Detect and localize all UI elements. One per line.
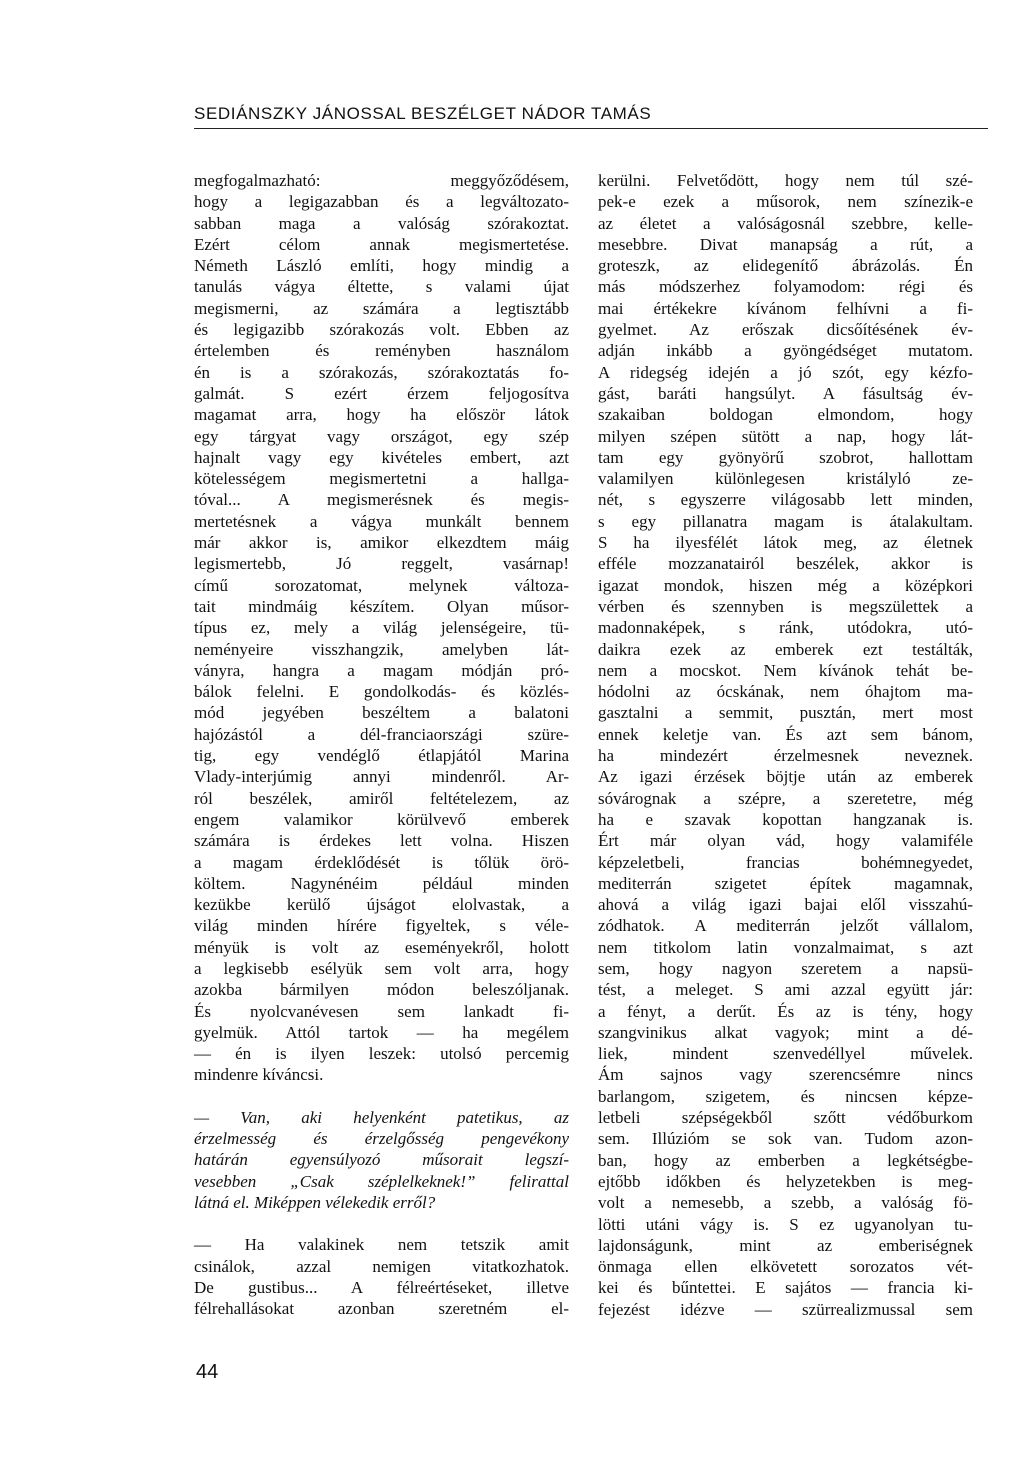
text-line: valamilyen különlegesen kristályló ze- bbox=[598, 469, 973, 489]
text-line: sem. Illúzióm se sok van. Tudom azon- bbox=[598, 1129, 973, 1149]
text-line: nem a mocskot. Nem kívánok tehát be- bbox=[598, 660, 973, 680]
text-line: típus ez, mely a világ jelenségeire, tü- bbox=[194, 618, 569, 638]
text-line: galmát. S ezért érzem feljogosítva bbox=[194, 383, 569, 403]
text-line: látná el. Miképpen vélekedik erről? bbox=[194, 1192, 436, 1212]
text-line: nét, s egyszerre világosabb lett minden, bbox=[598, 490, 973, 510]
text-line: én is a szórakozás, szórakoztatás fo- bbox=[194, 362, 569, 382]
text-line: Ám sajnos vagy szerencsémre nincs bbox=[598, 1065, 973, 1085]
running-header: SEDIÁNSZKY JÁNOSSAL BESZÉLGET NÁDOR TAMÁS bbox=[194, 104, 652, 123]
text-line: bálok felelni. E gondolkodás- és közlés- bbox=[194, 682, 569, 702]
text-line: a legkisebb esélyük sem volt arra, hogy bbox=[194, 958, 569, 978]
text-line: daikra ezek az emberek ezt testálták, bbox=[598, 639, 973, 659]
text-line: tig, egy vendéglő étlapjától Marina bbox=[194, 746, 569, 766]
text-line: sabban maga a valóság szórakoztat. bbox=[194, 213, 569, 233]
text-line: De gustibus... A félreértéseket, illetve bbox=[194, 1277, 569, 1297]
text-line: efféle mozzanatairól beszélek, akkor is bbox=[598, 554, 973, 574]
text-line: Ért már olyan vád, hogy valamiféle bbox=[598, 831, 973, 851]
text-line: Németh László említi, hogy mindig a bbox=[194, 256, 569, 276]
text-line: groteszk, az elidegenítő ábrázolás. Én bbox=[598, 256, 973, 276]
text-line: nem titkolom latin vonzalmaimat, s azt bbox=[598, 937, 973, 957]
paragraph-answer-2 bbox=[194, 1234, 569, 1319]
text-line: kezükbe kerülő újságot elolvastak, a bbox=[194, 895, 569, 915]
right-column bbox=[598, 170, 973, 1320]
text-line: barlangom, szigetem, és nincsen képze- bbox=[598, 1086, 973, 1106]
text-line: képzeletbeli, francias bohémnegyedet, bbox=[598, 852, 973, 872]
text-line: engem valamikor körülvevő emberek bbox=[194, 809, 569, 829]
text-line: című sorozatomat, melynek változa- bbox=[194, 575, 569, 595]
left-column bbox=[194, 170, 569, 1319]
text-line: világ minden hírére figyeltek, s véle- bbox=[194, 916, 569, 936]
text-line: ról beszélek, amiről feltételezem, az bbox=[194, 788, 569, 808]
text-line: érzelmesség és érzelgősség pengevékony bbox=[194, 1129, 569, 1149]
text-line: s egy pillanatra magam is átalakultam. bbox=[598, 511, 973, 531]
text-line: azokba bármilyen módon beleszóljanak. bbox=[194, 980, 569, 1000]
paragraph-continuation bbox=[598, 170, 973, 1320]
text-line: ményük is volt az eseményekről, holott bbox=[194, 937, 569, 957]
text-line: ha e szavak kopottan hangzanak is. bbox=[598, 809, 973, 829]
text-line: határán egyensúlyozó műsorait legszí- bbox=[194, 1150, 569, 1170]
text-line: szakaiban boldogan elmondom, hogy bbox=[598, 405, 973, 425]
text-line: lajdonságunk, mint az emberiségnek bbox=[598, 1235, 973, 1255]
text-line: megismerni, az számára a legtisztább bbox=[194, 298, 569, 318]
text-line: gyelmük. Attól tartok — ha megélem bbox=[194, 1022, 569, 1042]
text-line: egy tárgyat vagy országot, egy szép bbox=[194, 426, 569, 446]
text-line: mód jegyében beszéltem a balatoni bbox=[194, 703, 569, 723]
text-line: tait mindmáig készítem. Olyan műsor- bbox=[194, 596, 569, 616]
text-line: pek-e ezek a műsorok, nem színezik-e bbox=[598, 192, 973, 212]
text-line: A ridegség idején a jó szót, egy kézfo- bbox=[598, 362, 973, 382]
text-line: — Ha valakinek nem tetszik amit bbox=[194, 1235, 569, 1255]
text-line: mindenre kíváncsi. bbox=[194, 1065, 324, 1085]
text-line: szangvinikus alkat vagyok; mint a dé- bbox=[598, 1022, 973, 1042]
text-line: neményeire visszhangzik, amelyben lát- bbox=[194, 639, 569, 659]
text-line: — én is ilyen leszek: utolsó percemig bbox=[194, 1044, 569, 1064]
paragraph-gap bbox=[194, 1086, 569, 1107]
text-line: madonnaképek, s ránk, utódokra, utó- bbox=[598, 618, 973, 638]
text-line: ban, hogy az emberben a legkétségbe- bbox=[598, 1150, 973, 1170]
text-line: önmaga ellen elkövetett sorozatos vét- bbox=[598, 1257, 973, 1277]
text-line: és legigazibb szórakozás volt. Ebben az bbox=[194, 320, 569, 340]
text-line: már akkor is, amikor elkezdtem máig bbox=[194, 533, 569, 553]
text-line: gyelmet. Az erőszak dicsőítésének év- bbox=[598, 320, 973, 340]
text-line: kei és bűntettei. E sajátos — francia ki- bbox=[598, 1278, 973, 1298]
text-line: mertetésnek a vágya munkált bennem bbox=[194, 511, 569, 531]
text-line: magamat arra, hogy ha először látok bbox=[194, 405, 569, 425]
text-line: hajnalt vagy egy kivételes embert, azt bbox=[194, 447, 569, 467]
text-line: sóvárognak a szépre, a szeretetre, még bbox=[598, 788, 973, 808]
text-line: értelemben és reményben használom bbox=[194, 341, 569, 361]
text-line: legismertebb, Jó reggelt, vasárnap! bbox=[194, 554, 569, 574]
text-line: — Van, aki helyenként patetikus, az bbox=[194, 1107, 569, 1127]
text-line: a fényt, a derűt. És az is tény, hogy bbox=[598, 1001, 973, 1021]
text-line: más módszerhez folyamodom: régi és bbox=[598, 277, 973, 297]
interview-question bbox=[194, 1107, 569, 1213]
text-line: tóval... A megismerésnek és megis- bbox=[194, 490, 569, 510]
text-line: hajózástól a dél-franciaországi szüre- bbox=[194, 724, 569, 744]
text-line: hódolni az ócskának, nem óhajtom ma- bbox=[598, 682, 973, 702]
text-line: adján inkább a gyöngédséget mutatom. bbox=[598, 341, 973, 361]
text-line: a magam érdeklődését is tőlük örö- bbox=[194, 852, 569, 872]
text-line: Ezért célom annak megismertetése. bbox=[194, 234, 569, 254]
text-line: Az igazi érzések böjtje után az emberek bbox=[598, 767, 973, 787]
text-line: ahová a világ igazi bajai elől visszahú- bbox=[598, 895, 973, 915]
text-line: gasztalni a semmit, pusztán, mert most bbox=[598, 703, 973, 723]
paragraph-gap bbox=[194, 1213, 569, 1234]
text-line: kötelességem megismertetni a hallga- bbox=[194, 469, 569, 489]
text-line: számára is érdekes lett volna. Hiszen bbox=[194, 831, 569, 851]
text-line: tam egy gyönyörű szobrot, hallottam bbox=[598, 447, 973, 467]
text-line: csinálok, azzal nemigen vitatkozhatok. bbox=[194, 1256, 569, 1276]
text-line: sem, hogy nagyon szeretem a napsü- bbox=[598, 958, 973, 978]
paragraph-answer-1 bbox=[194, 170, 569, 1086]
text-line: letbeli szépségekből szőtt védőburkom bbox=[598, 1108, 973, 1128]
text-line: S ha ilyesfélét látok meg, az életnek bbox=[598, 533, 973, 553]
text-line: ványra, hangra a magam módján pró- bbox=[194, 660, 569, 680]
text-line: vesebben „Csak széplelkeknek!” felirattal bbox=[194, 1171, 569, 1191]
text-line: lötti utáni vágy is. S ez ugyanolyan tu- bbox=[598, 1214, 973, 1234]
text-line: kerülni. Felvetődött, hogy nem túl szé- bbox=[598, 171, 973, 190]
text-line: megfogalmazható: meggyőződésem, bbox=[194, 171, 569, 190]
text-line: Vlady-interjúmig annyi mindenről. Ar- bbox=[194, 767, 569, 787]
header-rule bbox=[194, 128, 988, 129]
text-line: ennek keletje van. És azt sem bánom, bbox=[598, 724, 973, 744]
text-line: az életet a valóságosnál szebbre, kelle- bbox=[598, 213, 973, 233]
page-number: 44 bbox=[196, 1361, 219, 1383]
text-line: volt a nemesebb, a szebb, a valóság fö- bbox=[598, 1193, 973, 1213]
text-line: fejezést idézve — szürrealizmussal sem bbox=[598, 1299, 973, 1319]
text-line: igazat mondok, hiszen még a középkori bbox=[598, 575, 973, 595]
text-line: hogy a legigazabban és a legváltozato- bbox=[194, 192, 569, 212]
text-line: vérben és szennyben is megszülettek a bbox=[598, 596, 973, 616]
text-line: mai értékekre kívánom felhívni a fi- bbox=[598, 298, 973, 318]
text-line: És nyolcvanévesen sem lankadt fi- bbox=[194, 1001, 569, 1021]
text-line: mediterrán szigetet építek magamnak, bbox=[598, 873, 973, 893]
text-line: gást, baráti hangsúlyt. A fásultság év- bbox=[598, 383, 973, 403]
text-line: ha mindezért érzelmesnek neveznek. bbox=[598, 746, 973, 766]
text-line: mesebbre. Divat manapság a rút, a bbox=[598, 234, 973, 254]
text-line: tést, a meleget. S ami azzal együtt jár: bbox=[598, 980, 973, 1000]
text-line: félrehallásokat azonban szeretném el- bbox=[194, 1299, 569, 1319]
text-line: milyen szépen sütött a nap, hogy lát- bbox=[598, 426, 973, 446]
text-line: ejtőbb időkben és helyzetekben is meg- bbox=[598, 1171, 973, 1191]
text-line: költem. Nagynénéim például minden bbox=[194, 873, 569, 893]
text-line: tanulás vágya éltette, s valami újat bbox=[194, 277, 569, 297]
text-line: liek, mindent szenvedéllyel művelek. bbox=[598, 1044, 973, 1064]
text-line: zódhatok. A mediterrán jelzőt vállalom, bbox=[598, 916, 973, 936]
